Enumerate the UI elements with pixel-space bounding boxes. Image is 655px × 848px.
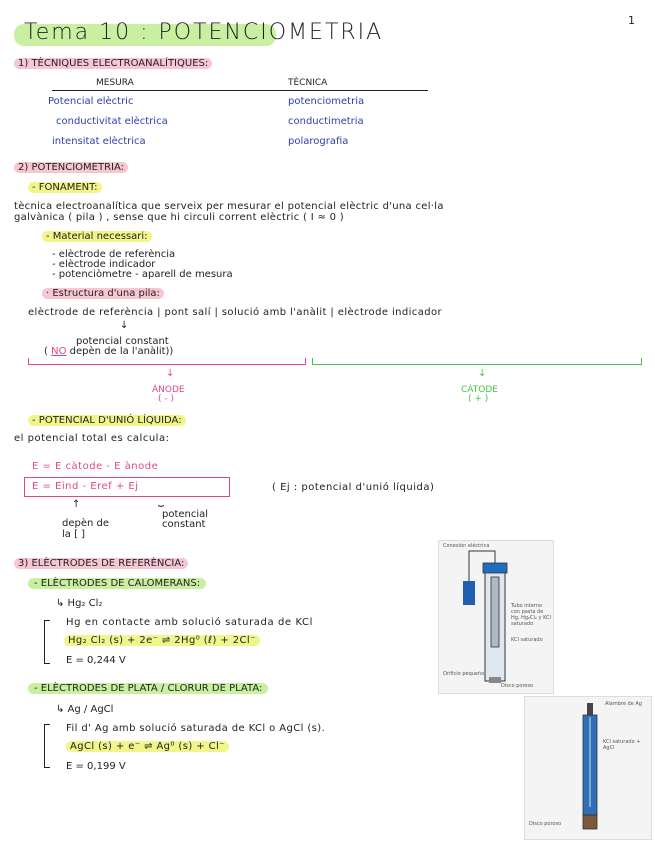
silver-electrode-diagram [525,697,651,839]
calomel-reaction: Hg₂ Cl₂ (s) + 2e⁻ ⇌ 2Hg⁰ (ℓ) + 2Cl⁻ [64,635,260,646]
table-row-3-mesura: intensitat elèctrica [52,136,146,147]
pot-label-2: constant [162,519,206,530]
material-item-2: - elèctrode indicador [52,259,156,270]
fig1-label-1: Conexión eléctrica [443,543,490,549]
calomel-electrode-figure [438,540,554,694]
anode-arrow: ↓ [166,368,175,379]
silver-electrode-figure [524,696,652,840]
catode-sign: ( + ) [468,394,489,404]
equation-2: E = Eind - Eref + Ej [32,481,139,492]
unio-text: el potencial total es calcula: [14,433,170,444]
fig2-label-1: Alambre de Ag [605,701,642,707]
table-row-1-tecnica: potenciometria [288,96,365,107]
fonament-text-2: galvànica ( pila ) , sense que hi circuli corrent elèctric ( I ≈ 0 ) [14,212,344,223]
col-tecnica-header: TÈCNICA [288,78,328,88]
estructura-arrow: ↓ [120,320,129,331]
page-title: Tema 10 : POTENCIOMETRIA [24,20,384,45]
depen-label-2: la [ ] [62,529,86,540]
pot-label-1: potencial [162,509,209,520]
table-row-3-tecnica: polarografia [288,136,349,147]
fig1-label-3: KCl saturado [511,637,543,643]
section-1-heading: 1) TÈCNIQUES ELECTROANALÍTIQUES: [14,58,212,69]
material-label: - Material necessari: [42,231,152,242]
table-row-2-mesura: conductivitat elèctrica [56,116,168,127]
table-rule [52,90,428,91]
catode-label: CÀTODE [461,385,498,395]
plata-heading: - ELÈCTRODES DE PLATA / CLORUR DE PLATA: [28,683,268,694]
section-3-heading: 3) ELÈCTRODES DE REFERÈNCIA: [14,558,188,569]
anode-label: ÀNODE [152,385,185,395]
table-row-2-tecnica: conductimetria [288,116,364,127]
ej-description: ( Ej : potencial d'unió líquida) [272,482,435,493]
fig2-label-3: Disco poroso [529,821,562,827]
plata-description: Fil d' Ag amb solució saturada de KCl o AgCl (s). [66,723,326,734]
catode-bracket [312,358,642,365]
material-item-3: - potenciòmetre - aparell de mesura [52,269,233,280]
plata-potential: E = 0,199 V [66,761,126,772]
material-item-1: - elèctrode de referència [52,249,176,260]
table-row-1-mesura: Potencial elèctric [48,96,134,107]
estructura-line: elèctrode de referència | pont salí | solució amb l'anàlit | elèctrode indicador [28,307,442,318]
estructura-label: · Estructura d'una pila: [42,288,164,299]
unio-label: - POTENCIAL D'UNIÓ LÍQUIDA: [28,415,186,426]
anode-bracket [28,358,306,365]
calomel-formula: ↳ Hg₂ Cl₂ [56,598,103,609]
catode-arrow: ↓ [478,368,487,379]
calomel-bracket [44,620,50,664]
fig1-label-2: Tubo interno con pasta de Hg, Hg₂Cl₂ y KCl saturado [511,603,551,627]
fig1-label-4: Orificio pequeño [443,671,485,677]
fig1-label-5: Disco poroso [501,683,534,689]
plata-bracket [44,724,50,768]
page-number: 1 [628,14,635,27]
depen-label-1: depèn de [62,518,110,529]
calomel-heading: - ELÈCTRODES DE CALOMERANS: [28,578,206,589]
plata-reaction: AgCl (s) + e⁻ ⇌ Ag⁰ (s) + Cl⁻ [66,741,229,752]
calomel-description: Hg en contacte amb solució saturada de KCl [66,617,314,628]
fonament-label: - FONAMENT: [28,182,102,193]
fonament-text-1: tècnica electroanalítica que serveix per mesurar el potencial elèctric d'una cel·la [14,201,444,212]
calomel-potential: E = 0,244 V [66,655,126,666]
equation-1: E = E càtode - E ànode [32,461,159,472]
section-2-heading: 2) POTENCIOMETRIA: [14,162,128,173]
fig2-label-2: KCl saturado + AgCl [603,739,641,751]
arrow-eind: ↑ [72,499,81,510]
no-depen-note: ( NO depèn de la l'anàlit)) [44,346,174,357]
anode-sign: ( - ) [158,394,174,404]
brace-eref: ⏟ [158,496,164,507]
pot-constant-note: potencial constant [76,336,169,347]
plata-formula: ↳ Ag / AgCl [56,704,114,715]
col-mesura-header: MESURA [96,78,134,88]
